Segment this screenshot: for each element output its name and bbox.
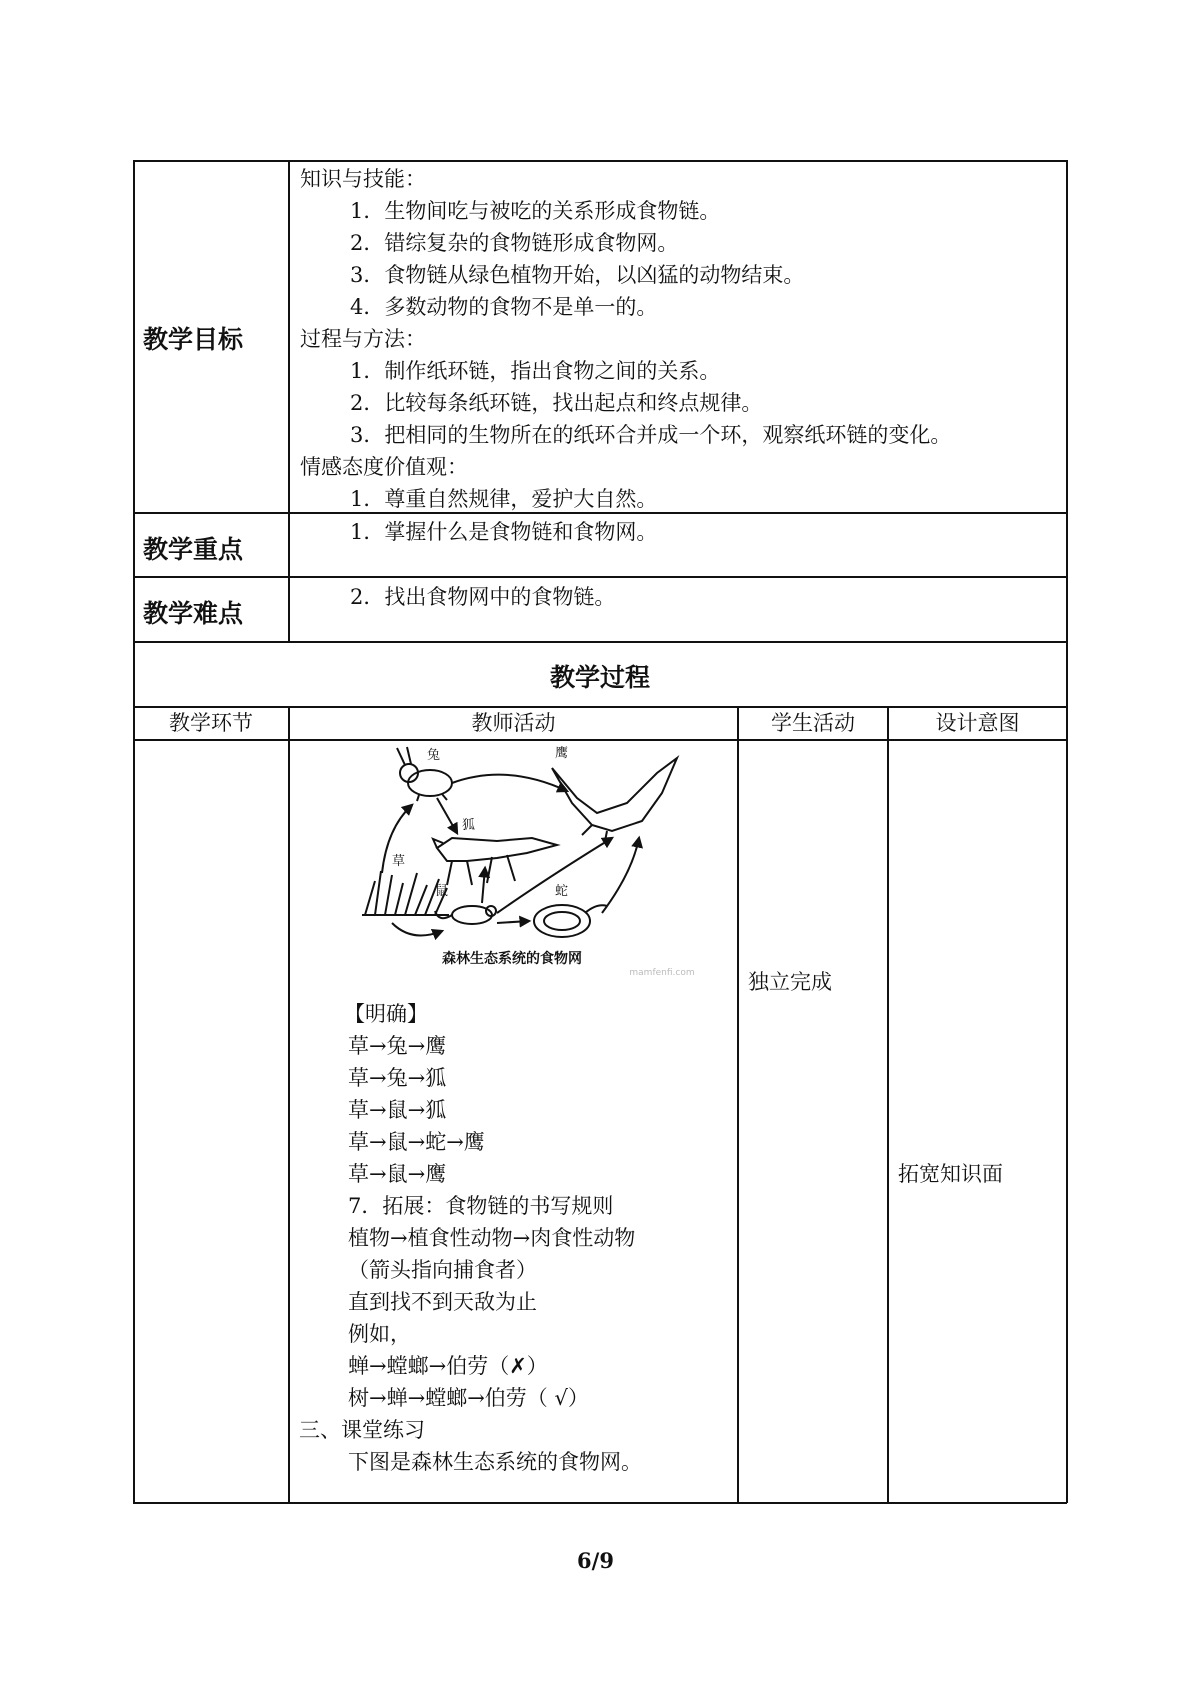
objective-line: 知识与技能： xyxy=(300,167,426,191)
label-rabbit: 兔 xyxy=(427,748,441,763)
teacher-line: 草→鼠→狐 xyxy=(348,1098,447,1122)
difficulty-text: 2．找出食物网中的食物链。 xyxy=(350,585,616,609)
teacher-line: 草→鼠→蛇→鹰 xyxy=(348,1130,485,1154)
row-divider xyxy=(133,576,1067,578)
label-grass: 草 xyxy=(392,854,406,869)
teacher-line: 7．拓展：食物链的书写规则 xyxy=(348,1194,614,1218)
header-intent: 设计意图 xyxy=(935,711,1020,735)
teacher-line: 例如， xyxy=(348,1322,411,1346)
teacher-line: 草→兔→鹰 xyxy=(348,1034,447,1058)
eagle-drawing xyxy=(552,758,677,841)
snake-drawing xyxy=(534,905,607,937)
teacher-line: 草→鼠→鹰 xyxy=(348,1162,447,1186)
table-border-top xyxy=(133,160,1067,162)
objective-line: 1．生物间吃与被吃的关系形成食物链。 xyxy=(350,199,721,223)
header-teacher: 教师活动 xyxy=(471,711,556,735)
fox-drawing xyxy=(433,838,557,885)
teacher-line: 草→兔→狐 xyxy=(348,1066,447,1090)
teacher-line: 植物→植食性动物→肉食性动物 xyxy=(348,1226,636,1250)
table-border-left xyxy=(133,160,135,1503)
teacher-line: 树→蝉→螳螂→伯劳（ √） xyxy=(348,1386,589,1410)
objective-line: 1．尊重自然规律，爱护大自然。 xyxy=(350,487,658,511)
column-divider xyxy=(288,160,290,642)
row-divider xyxy=(133,641,1067,643)
table-border-right xyxy=(1066,160,1068,1503)
teacher-line: 下图是森林生态系统的食物网。 xyxy=(348,1450,642,1474)
page-number: 6/9 xyxy=(577,1548,614,1573)
teacher-line: 三、课堂练习 xyxy=(299,1418,425,1442)
column-divider xyxy=(288,706,290,1503)
teacher-line: 直到找不到天敌为止 xyxy=(348,1290,537,1314)
key-point-text: 1．掌握什么是食物链和食物网。 xyxy=(350,520,658,544)
figure-caption: 森林生态系统的食物网 xyxy=(442,951,582,967)
difficulty-label: 教学难点 xyxy=(143,599,244,628)
row-divider xyxy=(133,739,1067,741)
label-snake: 蛇 xyxy=(555,884,569,899)
header-stage: 教学环节 xyxy=(169,711,253,735)
food-web-diagram xyxy=(357,743,727,978)
objectives-label: 教学目标 xyxy=(143,325,244,354)
process-title: 教学过程 xyxy=(549,663,650,692)
table-border-bottom xyxy=(133,1502,1067,1504)
teacher-line: 【明确】 xyxy=(344,1002,428,1026)
teacher-line: （箭头指向捕食者） xyxy=(348,1258,537,1282)
design-intent: 拓宽知识面 xyxy=(898,1162,1003,1186)
key-point-label: 教学重点 xyxy=(143,535,244,564)
student-activity: 独立完成 xyxy=(748,970,832,994)
column-divider xyxy=(887,706,889,1503)
objective-line: 2．比较每条纸环链，找出起点和终点规律。 xyxy=(350,391,763,415)
objective-line: 情感态度价值观： xyxy=(300,455,468,479)
objective-line: 3．食物链从绿色植物开始，以凶猛的动物结束。 xyxy=(350,263,805,287)
label-fox: 狐 xyxy=(462,818,476,833)
objective-line: 2．错综复杂的食物链形成食物网。 xyxy=(350,231,679,255)
objective-line: 1．制作纸环链，指出食物之间的关系。 xyxy=(350,359,721,383)
food-web-figure xyxy=(357,743,727,978)
objective-line: 过程与方法： xyxy=(300,327,426,351)
label-eagle: 鹰 xyxy=(555,746,569,761)
teacher-line: 蝉→螳螂→伯劳（✗） xyxy=(348,1354,548,1378)
header-student: 学生活动 xyxy=(771,711,855,735)
rabbit-drawing xyxy=(397,747,452,801)
objective-line: 3．把相同的生物所在的纸环合并成一个环，观察纸环链的变化。 xyxy=(350,423,952,447)
figure-watermark: mamfenfi.com xyxy=(629,968,695,978)
label-mouse: 鼠 xyxy=(435,884,449,899)
objective-line: 4．多数动物的食物不是单一的。 xyxy=(350,295,658,319)
column-divider xyxy=(737,706,739,1503)
